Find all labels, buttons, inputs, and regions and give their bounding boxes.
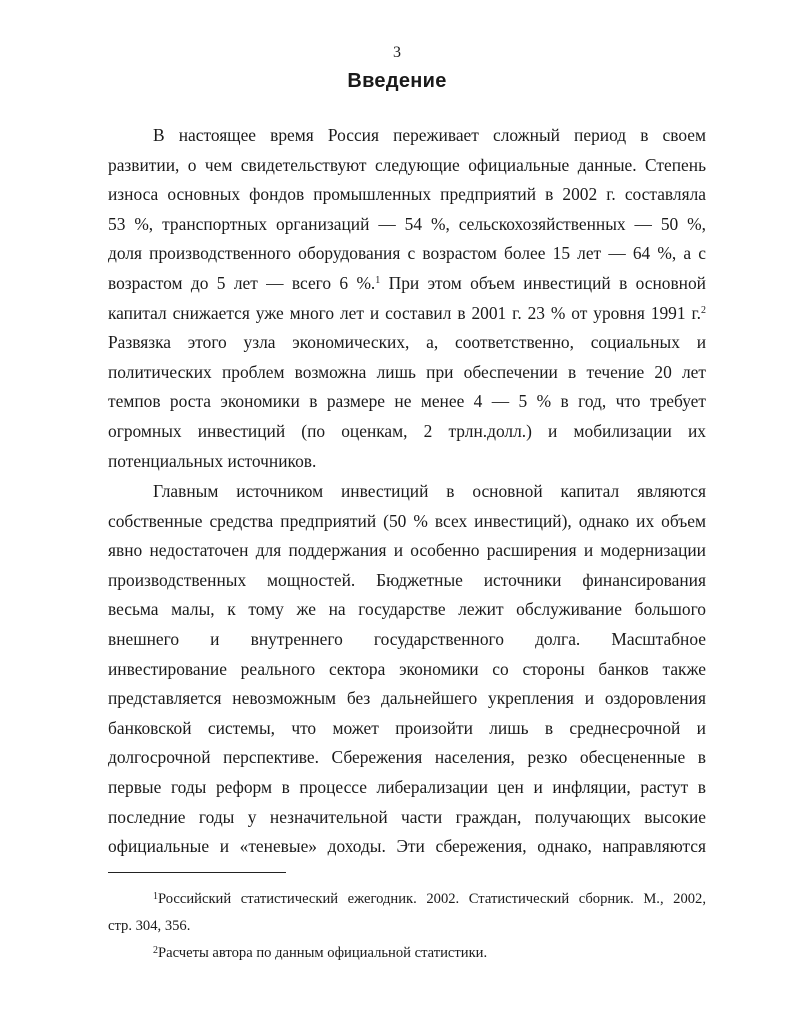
paragraph-line xyxy=(108,299,706,329)
paragraph-text: При этом объем инвестиций в основной xyxy=(388,272,706,293)
paragraph-line: долгосрочной перспективе. Сбережения населения, резко обесцененные в xyxy=(108,747,706,768)
paragraph-line: износа основных фондов промышленных предприятий в 2002 г. составляла xyxy=(108,184,706,205)
footnote-ref-2[interactable]: 2 xyxy=(701,304,706,316)
page-number: 3 xyxy=(393,44,401,61)
paragraph-line: внешнего и внутреннего государственного долга. Масштабное xyxy=(108,628,706,649)
paragraph-line: В настоящее время Россия переживает сложный период в своем xyxy=(153,125,706,145)
footnote-text: Российский статистический ежегодник. 2002. Статистический сборник. М., 2002, xyxy=(158,891,706,907)
paragraph-line: политических проблем возможна лишь при обеспечении в течение 20 лет xyxy=(108,361,706,382)
paragraph-line: первые годы реформ в процессе либерализации цен и инфляции, растут в xyxy=(108,776,706,797)
footnote-line: стр. 304, 356. xyxy=(108,918,191,934)
footnote-1 xyxy=(108,886,706,940)
paragraph-line: производственных мощностей. Бюджетные источники финансирования xyxy=(108,569,706,590)
paragraph-line: 53 %, транспортных организаций — 54 %, сельскохозяйственных — 50 %, xyxy=(108,213,706,234)
footnote-2 xyxy=(108,940,706,967)
paragraph-line: инвестирование реального сектора экономики со стороны банков также xyxy=(108,658,706,679)
footnote-line xyxy=(108,886,706,913)
paragraph-line: доля производственного оборудования с возрастом более 15 лет — 64 %, а с xyxy=(108,243,706,264)
paragraph-line: последние годы у незначительной части граждан, получающих высокие xyxy=(108,806,706,827)
page-title: Введение xyxy=(347,70,447,92)
footnote-text: Расчеты автора по данным официальной статистики. xyxy=(158,945,488,961)
paragraph-text: возрастом до 5 лет — всего 6 %. xyxy=(108,272,376,293)
paragraph-line: огромных инвестиций (по оценкам, 2 трлн.долл.) и мобилизации их xyxy=(108,420,706,441)
paragraph-line: банковской системы, что может произойти лишь в среднесрочной и xyxy=(108,717,706,738)
paragraph-line: Развязка этого узла экономических, а, соответственно, социальных и xyxy=(108,332,706,353)
footnote-ref-1[interactable]: 1 xyxy=(375,274,381,286)
paragraph-line: развитии, о чем свидетельствуют следующие официальные данные. Степень xyxy=(108,154,706,175)
paragraph-line: представляется невозможным без дальнейшего укрепления и оздоровления xyxy=(108,688,706,709)
footnote-separator xyxy=(108,872,286,873)
paragraph-line: Главным источником инвестиций в основной капитал являются xyxy=(153,481,706,501)
paragraph-line: явно недостаточен для поддержания и особенно расширения и модернизации xyxy=(108,540,706,561)
paragraph-line: официальные и «теневые» доходы. Эти сбережения, однако, направляются xyxy=(108,836,706,857)
paragraph-line: темпов роста экономики в размере не менее 4 — 5 % в год, что требует xyxy=(108,391,706,412)
footnote-line xyxy=(108,940,706,967)
footnote-marker: 1 xyxy=(153,891,158,902)
paragraph-2 xyxy=(108,477,706,862)
paragraph-line: собственные средства предприятий (50 % всех инвестиций), однако их объем xyxy=(108,510,706,531)
paragraph-text: капитал снижается уже много лет и составил в 2001 г. 23 % от уровня 1991 г. xyxy=(108,302,701,323)
paragraph-line xyxy=(108,269,706,299)
paragraph-1 xyxy=(108,121,706,476)
paragraph-line: потенциальных источников. xyxy=(108,450,317,471)
footnote-marker: 2 xyxy=(153,945,158,956)
paragraph-line: весьма малы, к тому же на государстве лежит обслуживание большого xyxy=(108,599,706,620)
